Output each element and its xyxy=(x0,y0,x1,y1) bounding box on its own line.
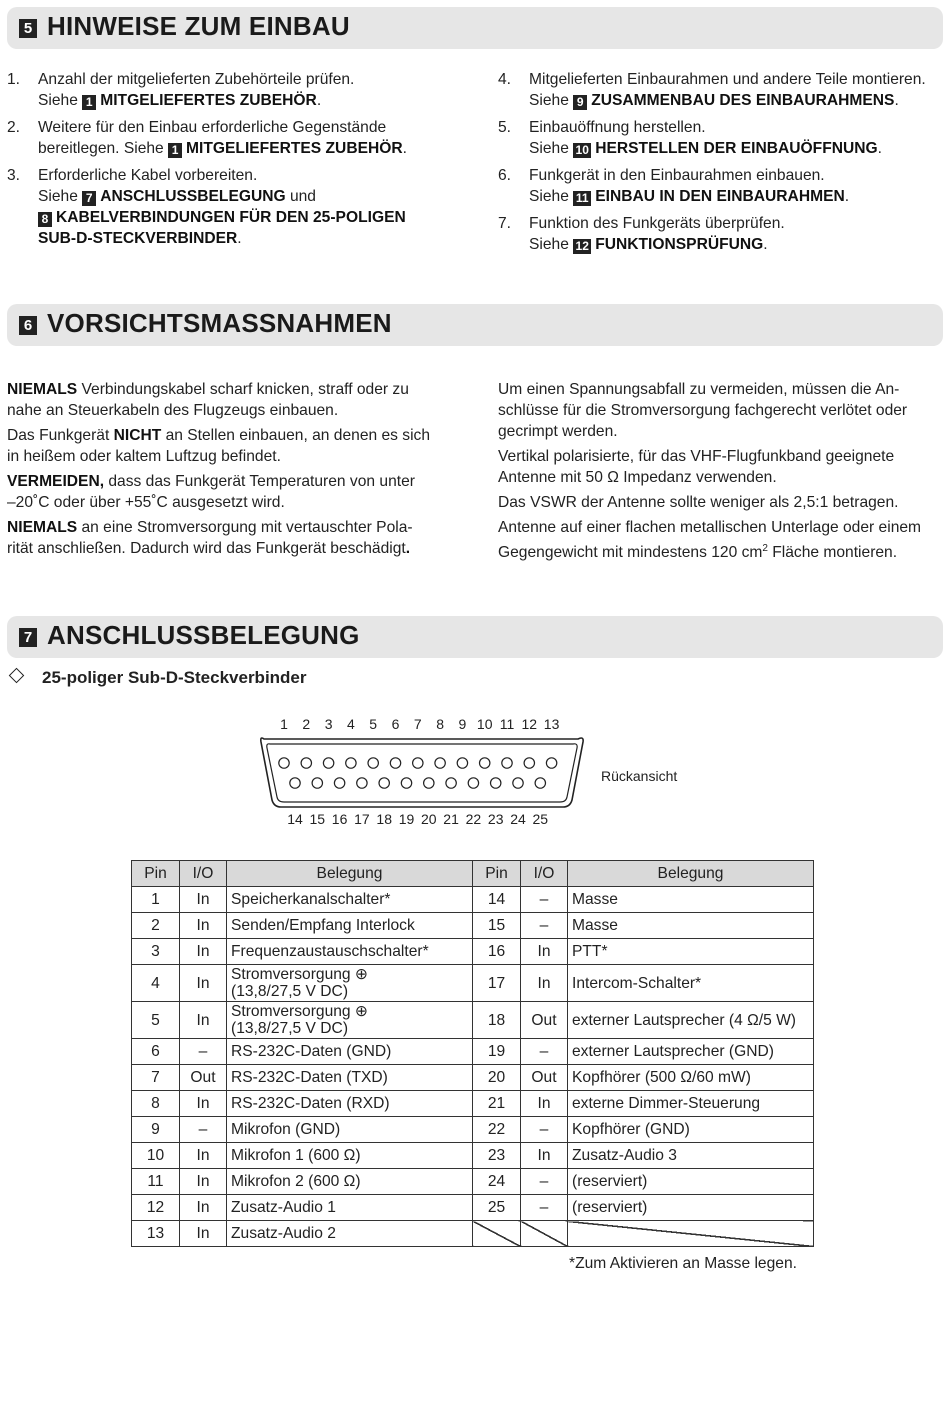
assignment-cell: Intercom-Schalter* xyxy=(568,965,814,1002)
section-ref-link: FUNKTIONSPRÜFUNG xyxy=(595,236,764,253)
section-ref-badge: 8 xyxy=(38,212,52,227)
empty-crossed-cell xyxy=(473,1221,521,1247)
section-number: 6 xyxy=(19,316,37,335)
list-item xyxy=(7,69,477,111)
item-text: Siehe xyxy=(529,140,574,157)
precautions-right xyxy=(498,379,948,567)
paragraph xyxy=(498,517,948,563)
assignment-cell xyxy=(227,1002,473,1039)
pin-cell: 25 xyxy=(473,1195,521,1221)
pin-number-label: 10 xyxy=(476,716,493,732)
pin-number-label: 15 xyxy=(309,811,326,827)
text: Vertikal polarisierte, für das VHF-Flugfunkband geeignete xyxy=(498,448,895,465)
pin-cell: 3 xyxy=(132,939,180,965)
item-text: Siehe xyxy=(529,92,574,109)
pin-cell: 13 xyxy=(132,1221,180,1247)
section-header-5 xyxy=(7,7,943,49)
section-header-6 xyxy=(7,304,943,346)
pin-cell: 1 xyxy=(132,887,180,913)
section-ref-link: ZUSAMMENBAU DES EINBAURAHMENS xyxy=(591,92,895,109)
pin-hole xyxy=(379,778,389,788)
cell-text: Stromversorgung ⊕ xyxy=(231,966,369,983)
section-ref-badge: 1 xyxy=(82,95,96,110)
section-ref-badge: 1 xyxy=(168,143,182,158)
text: Gegengewicht mit mindestens 120 cm xyxy=(498,544,763,562)
section-header-7 xyxy=(7,616,943,658)
pin-cell: 11 xyxy=(132,1169,180,1195)
text: dass das Funkgerät Temperaturen von unter xyxy=(104,473,415,490)
pin-number-label: 3 xyxy=(324,716,333,732)
section-ref-badge: 7 xyxy=(82,191,96,206)
pin-number-label: 24 xyxy=(510,811,526,827)
io-cell: In xyxy=(180,1002,227,1039)
io-cell: – xyxy=(521,887,568,913)
dsub-connector-diagram xyxy=(250,708,595,832)
assignment-cell: RS-232C-Daten (TXD) xyxy=(227,1065,473,1091)
text: Das VSWR der Antenne sollte weniger als 2,5:1 betragen. xyxy=(498,494,899,511)
item-number: 4. xyxy=(498,71,512,88)
emphasis: . xyxy=(405,540,411,557)
item-text: Einbauöffnung herstellen. xyxy=(529,119,706,136)
pin-cell: 18 xyxy=(473,1002,521,1039)
item-text: Siehe xyxy=(529,188,574,205)
pin-hole xyxy=(457,758,467,768)
text: Verbindungskabel scharf knicken, straff oder zu xyxy=(77,381,409,398)
pin-hole xyxy=(491,778,501,788)
section-ref-link: MITGELIEFERTES ZUBEHÖR xyxy=(100,92,317,109)
pin-cell: 19 xyxy=(473,1039,521,1065)
io-cell: – xyxy=(180,1039,227,1065)
superscript: 2 xyxy=(762,543,768,554)
column-header: Pin xyxy=(132,861,180,887)
pin-cell: 22 xyxy=(473,1117,521,1143)
pin-hole xyxy=(480,758,490,768)
assignment-cell: (reserviert) xyxy=(568,1195,814,1221)
pin-number-label: 6 xyxy=(391,716,400,732)
assignment-cell: Kopfhörer (500 Ω/60 mW) xyxy=(568,1065,814,1091)
text: Antenne mit 50 Ω Impedanz verwenden. xyxy=(498,469,777,486)
assignment-cell: externer Lautsprecher (4 Ω/5 W) xyxy=(568,1002,814,1039)
item-text: und xyxy=(285,188,316,205)
pin-cell: 21 xyxy=(473,1091,521,1117)
item-text: . xyxy=(844,188,850,205)
table-row xyxy=(132,1195,814,1221)
table-row xyxy=(132,913,814,939)
pin-cell: 23 xyxy=(473,1143,521,1169)
io-cell: In xyxy=(180,1091,227,1117)
item-text: . xyxy=(402,140,407,157)
assignment-cell: externe Dimmer-Steuerung xyxy=(568,1091,814,1117)
section-title: HINWEISE ZUM EINBAU xyxy=(47,11,350,41)
assignment-cell: Zusatz-Audio 2 xyxy=(227,1221,473,1247)
section-title: VORSICHTSMASSNAHMEN xyxy=(47,308,392,338)
item-number: 6. xyxy=(498,167,512,184)
pin-number-label: 7 xyxy=(413,716,422,732)
precautions-left xyxy=(7,379,477,563)
assignment-cell xyxy=(227,965,473,1002)
column-header: I/O xyxy=(180,861,227,887)
pin-hole xyxy=(401,778,411,788)
pin-hole xyxy=(468,778,478,788)
install-steps-right xyxy=(498,69,948,261)
pin-assignment-table xyxy=(131,860,814,1247)
pin-number-label: 5 xyxy=(369,716,378,732)
pin-hole xyxy=(301,758,311,768)
table-row xyxy=(132,1169,814,1195)
item-text: . xyxy=(877,140,882,157)
text: schlüsse für die Stromversorgung fachgerecht verlötet oder xyxy=(498,402,908,419)
cell-text: (13,8/27,5 V DC) xyxy=(231,983,349,1000)
io-cell: In xyxy=(180,913,227,939)
subheading xyxy=(8,668,307,688)
pin-hole xyxy=(312,778,322,788)
section-ref-link: KABELVERBINDUNGEN FÜR DEN 25-POLIGEN xyxy=(56,209,406,226)
item-text: . xyxy=(763,236,768,253)
pin-hole xyxy=(413,758,423,768)
text: Fläche montieren. xyxy=(767,544,898,562)
pin-number-label: 22 xyxy=(465,811,482,827)
column-header: I/O xyxy=(521,861,568,887)
assignment-cell: Zusatz-Audio 3 xyxy=(568,1143,814,1169)
pin-cell: 2 xyxy=(132,913,180,939)
assignment-cell: Speicherkanalschalter* xyxy=(227,887,473,913)
connector-inner-shell xyxy=(267,744,577,802)
pin-hole xyxy=(446,778,456,788)
section-title: ANSCHLUSSBELEGUNG xyxy=(47,620,360,650)
pin-cell: 10 xyxy=(132,1143,180,1169)
pin-hole xyxy=(513,778,523,788)
pin-number-label: 1 xyxy=(280,716,288,732)
io-cell: In xyxy=(180,1221,227,1247)
io-cell: – xyxy=(180,1117,227,1143)
section-ref-link: SUB-D-STECKVERBINDER xyxy=(38,230,238,247)
io-cell: – xyxy=(521,1117,568,1143)
assignment-cell: Mikrofon 2 (600 Ω) xyxy=(227,1169,473,1195)
assignment-cell: Kopfhörer (GND) xyxy=(568,1117,814,1143)
io-cell: In xyxy=(180,965,227,1002)
section-number: 5 xyxy=(19,19,37,38)
section-number: 7 xyxy=(19,628,37,647)
empty-crossed-cell xyxy=(568,1221,814,1247)
text: an Stellen einbauen, an denen es sich xyxy=(161,427,431,444)
item-text: Siehe xyxy=(529,236,574,253)
list-item xyxy=(498,165,948,207)
pin-hole xyxy=(346,758,356,768)
pin-cell: 12 xyxy=(132,1195,180,1221)
pin-hole xyxy=(390,758,400,768)
assignment-cell: Frequenzaustauschschalter* xyxy=(227,939,473,965)
item-number: 5. xyxy=(498,119,512,136)
emphasis: NIEMALS xyxy=(7,381,78,398)
pin-hole xyxy=(424,778,434,788)
pin-cell: 16 xyxy=(473,939,521,965)
view-label: Rückansicht xyxy=(601,768,678,784)
assignment-cell: Masse xyxy=(568,887,814,913)
pin-cell: 14 xyxy=(473,887,521,913)
pin-hole xyxy=(502,758,512,768)
text: Antenne auf einer flachen metallischen Unterlage oder einem xyxy=(498,519,922,536)
footnote: *Zum Aktivieren an Masse legen. xyxy=(569,1255,797,1272)
pin-number-label: 14 xyxy=(287,811,303,827)
item-text: Funktion des Funkgeräts überprüfen. xyxy=(529,215,785,232)
text: in heißem oder kaltem Luftzug befindet. xyxy=(7,448,281,465)
table-header-row xyxy=(132,861,814,887)
pin-cell: 5 xyxy=(132,1002,180,1039)
io-cell: In xyxy=(180,1195,227,1221)
table-row xyxy=(132,1002,814,1039)
item-text: . xyxy=(894,92,899,109)
item-text: bereitlegen. Siehe xyxy=(38,140,169,157)
pin-number-label: 17 xyxy=(354,811,370,827)
item-text: Siehe xyxy=(38,92,83,109)
text: gecrimpt werden. xyxy=(498,423,618,440)
pin-number-label: 18 xyxy=(376,811,392,827)
emphasis: NICHT xyxy=(113,427,162,444)
section-ref-badge: 9 xyxy=(573,95,587,110)
section-ref-link: ANSCHLUSSBELEGUNG xyxy=(100,188,286,205)
assignment-cell: externer Lautsprecher (GND) xyxy=(568,1039,814,1065)
pin-cell: 20 xyxy=(473,1065,521,1091)
diamond-bullet-icon xyxy=(9,668,25,684)
assignment-cell: Mikrofon 1 (600 Ω) xyxy=(227,1143,473,1169)
text: Das Funkgerät xyxy=(7,427,114,444)
assignment-cell: RS-232C-Daten (RXD) xyxy=(227,1091,473,1117)
list-item xyxy=(498,69,948,111)
paragraph xyxy=(7,379,477,421)
item-text: Anzahl der mitgelieferten Zubehörteile prüfen. xyxy=(38,71,355,88)
pin-hole xyxy=(334,778,344,788)
assignment-cell: Masse xyxy=(568,913,814,939)
table-row xyxy=(132,939,814,965)
text: Um einen Spannungsabfall zu vermeiden, müssen die An- xyxy=(498,381,900,398)
pin-hole xyxy=(524,758,534,768)
io-cell: In xyxy=(521,965,568,1002)
cell-text: Stromversorgung ⊕ xyxy=(231,1003,369,1020)
item-number: 3. xyxy=(7,167,21,184)
table-row xyxy=(132,1091,814,1117)
pin-number-label: 16 xyxy=(331,811,348,827)
pin-cell: 6 xyxy=(132,1039,180,1065)
item-text: Siehe xyxy=(38,188,83,205)
pin-number-label: 21 xyxy=(443,811,459,827)
assignment-cell: RS-232C-Daten (GND) xyxy=(227,1039,473,1065)
pin-number-label: 9 xyxy=(458,716,467,732)
io-cell: In xyxy=(521,1091,568,1117)
pin-hole xyxy=(357,778,367,788)
item-text: . xyxy=(316,92,322,109)
assignment-cell: Mikrofon (GND) xyxy=(227,1117,473,1143)
pin-number-label: 13 xyxy=(543,716,560,732)
pin-number-label: 20 xyxy=(421,811,437,827)
list-item xyxy=(498,117,948,159)
pin-cell: 15 xyxy=(473,913,521,939)
pin-hole xyxy=(323,758,333,768)
paragraph xyxy=(7,425,477,467)
paragraph xyxy=(7,517,477,559)
empty-crossed-cell xyxy=(521,1221,568,1247)
cell-text: (13,8/27,5 V DC) xyxy=(231,1020,349,1037)
text: an eine Stromversorgung mit vertauschter Pola- xyxy=(77,519,413,536)
list-item xyxy=(7,165,477,249)
list-item xyxy=(498,213,948,255)
table-row xyxy=(132,1039,814,1065)
pin-number-label: 19 xyxy=(398,811,415,827)
io-cell: In xyxy=(180,1143,227,1169)
section-ref-badge: 11 xyxy=(573,191,591,206)
pin-hole xyxy=(535,778,545,788)
pin-number-label: 11 xyxy=(499,716,515,732)
column-header: Pin xyxy=(473,861,521,887)
paragraph xyxy=(7,471,477,513)
emphasis: VERMEIDEN, xyxy=(7,473,105,490)
pin-hole xyxy=(368,758,378,768)
pin-hole xyxy=(546,758,556,768)
emphasis: NIEMALS xyxy=(7,519,78,536)
pin-number-label: 12 xyxy=(521,716,538,732)
io-cell: Out xyxy=(521,1065,568,1091)
text: rität anschließen. Dadurch wird das Funkgerät beschädigt xyxy=(7,540,406,557)
io-cell: In xyxy=(180,939,227,965)
column-header: Belegung xyxy=(568,861,814,887)
io-cell: – xyxy=(521,913,568,939)
io-cell: In xyxy=(180,887,227,913)
section-ref-link: EINBAU IN DEN EINBAURAHMEN xyxy=(595,188,845,205)
section-ref-badge: 10 xyxy=(573,143,591,158)
table-row xyxy=(132,887,814,913)
item-number: 2. xyxy=(7,119,21,136)
pin-number-label: 25 xyxy=(532,811,549,827)
item-text: Erforderliche Kabel vorbereiten. xyxy=(38,167,258,184)
io-cell: Out xyxy=(521,1002,568,1039)
paragraph xyxy=(498,379,948,442)
column-header: Belegung xyxy=(227,861,473,887)
io-cell: In xyxy=(521,1143,568,1169)
io-cell: In xyxy=(180,1169,227,1195)
pin-cell: 9 xyxy=(132,1117,180,1143)
assignment-cell: Senden/Empfang Interlock xyxy=(227,913,473,939)
table-row xyxy=(132,1065,814,1091)
pin-hole xyxy=(279,758,289,768)
section-ref-badge: 12 xyxy=(573,239,591,254)
section-ref-link: MITGELIEFERTES ZUBEHÖR xyxy=(186,140,403,157)
pin-number-label: 8 xyxy=(436,716,444,732)
item-text: Mitgelieferten Einbaurahmen und andere Teile montieren. xyxy=(529,71,926,88)
item-text: Funkgerät in den Einbaurahmen einbauen. xyxy=(529,167,825,184)
paragraph xyxy=(498,492,948,513)
io-cell: – xyxy=(521,1039,568,1065)
pin-hole xyxy=(435,758,445,768)
pin-cell: 7 xyxy=(132,1065,180,1091)
item-number: 1. xyxy=(7,71,21,88)
table-row xyxy=(132,965,814,1002)
pin-number-label: 4 xyxy=(347,716,355,732)
pin-cell: 17 xyxy=(473,965,521,1002)
install-steps-left xyxy=(7,69,477,255)
assignment-cell: Zusatz-Audio 1 xyxy=(227,1195,473,1221)
list-item xyxy=(7,117,477,159)
io-cell: – xyxy=(521,1195,568,1221)
pin-number-label: 23 xyxy=(487,811,504,827)
table-row xyxy=(132,1117,814,1143)
io-cell: Out xyxy=(180,1065,227,1091)
pin-number-label: 2 xyxy=(302,716,311,732)
connector-outer-shell xyxy=(261,738,583,807)
section-ref-link: HERSTELLEN DER EINBAUÖFFNUNG xyxy=(595,140,878,157)
pin-cell: 24 xyxy=(473,1169,521,1195)
io-cell: In xyxy=(521,939,568,965)
item-text: . xyxy=(237,230,242,247)
item-text: Weitere für den Einbau erforderliche Gegenstände xyxy=(38,119,387,136)
io-cell: – xyxy=(521,1169,568,1195)
paragraph xyxy=(498,446,948,488)
subheading-text: 25-poliger Sub-D-Steckverbinder xyxy=(42,668,307,687)
text: –20˚C oder über +55˚C ausgesetzt wird. xyxy=(7,494,285,511)
pin-cell: 8 xyxy=(132,1091,180,1117)
table-row xyxy=(132,1221,814,1247)
assignment-cell: (reserviert) xyxy=(568,1169,814,1195)
pin-hole xyxy=(290,778,300,788)
table-row xyxy=(132,1143,814,1169)
assignment-cell: PTT* xyxy=(568,939,814,965)
text: nahe an Steuerkabeln des Flugzeugs einbauen. xyxy=(7,402,339,419)
item-number: 7. xyxy=(498,215,512,232)
pin-cell: 4 xyxy=(132,965,180,1002)
